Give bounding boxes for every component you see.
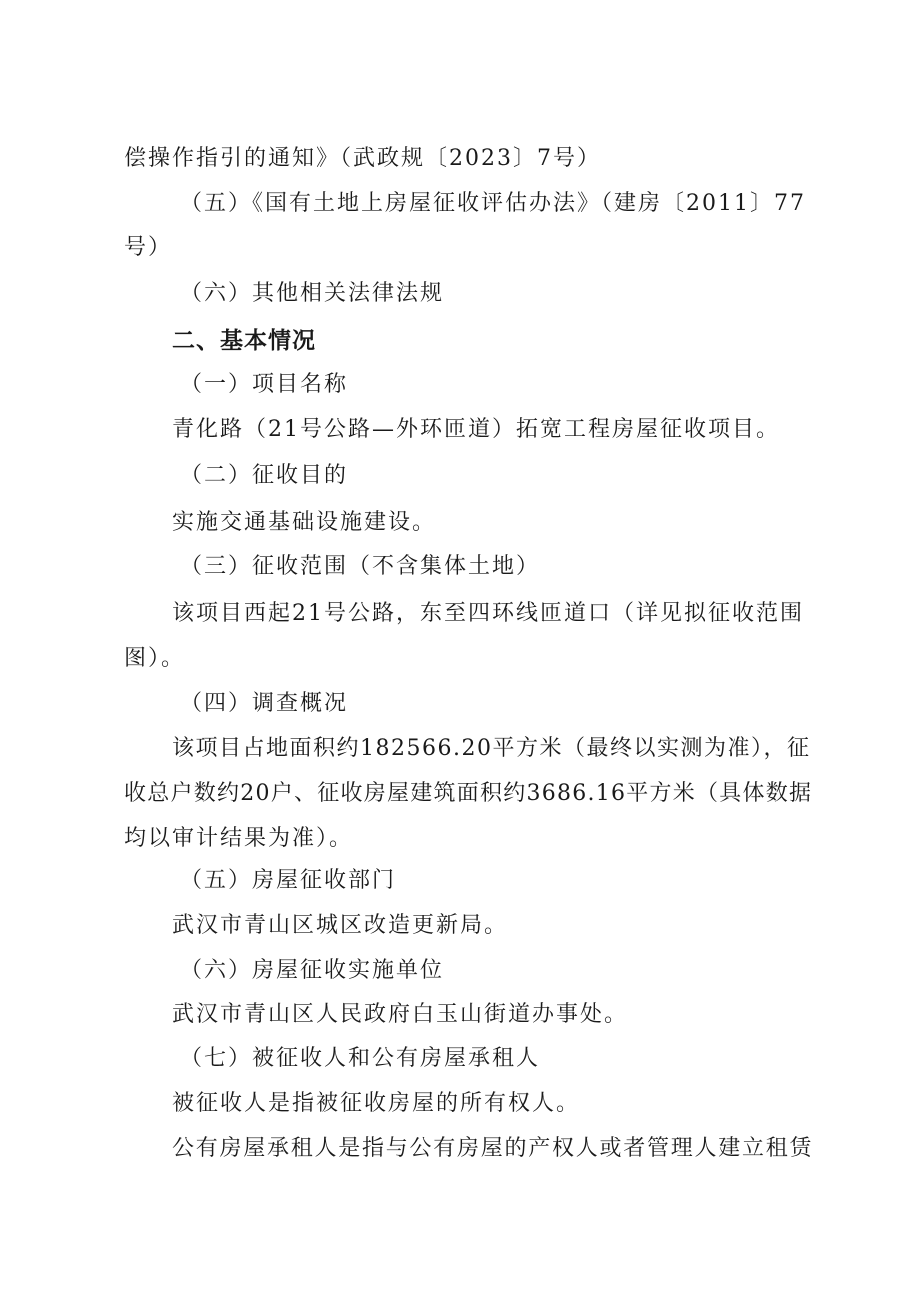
paragraph-line: 均以审计结果为准）。 [124, 826, 354, 851]
paragraph-line: 该项目占地面积约182566.20平方米（最终以实测为准），征 [172, 736, 811, 761]
subsection-heading: （六）房屋征收实施单位 [180, 958, 445, 983]
paragraph-line: 收总户数约20户、征收房屋建筑面积约3686.16平方米（具体数据 [124, 781, 813, 806]
paragraph-line: 青化路（21号公路—外环匝道）拓宽工程房屋征收项目。 [172, 417, 780, 442]
paragraph-line: （六）其他相关法律法规 [180, 281, 445, 306]
paragraph-line: （五）《国有土地上房屋征收评估办法》（建房〔2011〕77 [180, 191, 806, 216]
subsection-heading: （七）被征收人和公有房屋承租人 [180, 1046, 541, 1071]
paragraph-line: 实施交通基础设施建设。 [172, 510, 437, 535]
subsection-heading: （五）房屋征收部门 [180, 868, 397, 893]
paragraph-line: 偿操作指引的通知》（武政规〔2023〕7号） [124, 146, 601, 171]
subsection-heading: （三）征收范围（不含集体土地） [180, 554, 541, 579]
subsection-heading: （四）调查概况 [180, 691, 349, 716]
section-heading: 二、基本情况 [172, 328, 316, 354]
paragraph-line: 武汉市青山区人民政府白玉山街道办事处。 [172, 1002, 629, 1027]
paragraph-line: 被征收人是指被征收房屋的所有权人。 [172, 1091, 581, 1116]
subsection-heading: （一）项目名称 [180, 372, 349, 397]
paragraph-line: 公有房屋承租人是指与公有房屋的产权人或者管理人建立租赁 [172, 1136, 814, 1161]
paragraph-line: 号） [124, 235, 173, 260]
paragraph-line: 武汉市青山区城区改造更新局。 [172, 913, 509, 938]
subsection-heading: （二）征收目的 [180, 463, 349, 488]
paragraph-line: 图）。 [124, 646, 186, 671]
paragraph-line: 该项目西起21号公路，东至四环线匝道口（详见拟征收范围 [172, 601, 804, 626]
